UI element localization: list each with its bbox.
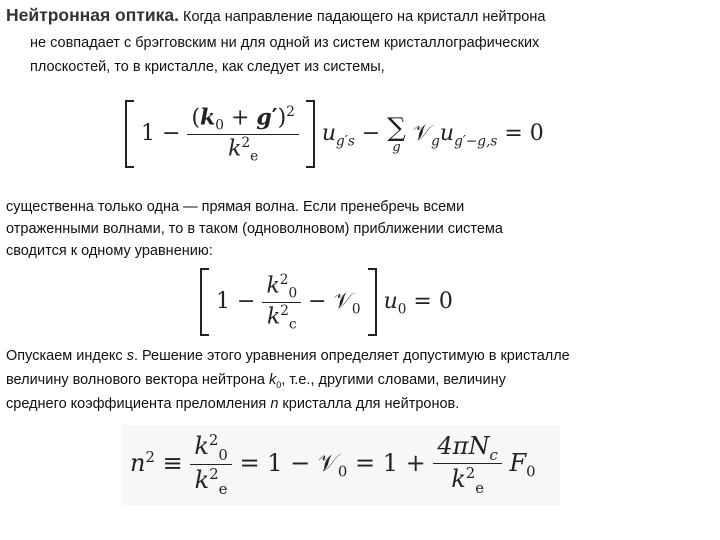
eq3-f1-num-sup: 2 bbox=[208, 431, 219, 449]
eq3-equals-1: = bbox=[239, 448, 260, 477]
eq2-num-k: k bbox=[266, 273, 280, 299]
p1-line1: Когда направление падающего на кристалл нейтрона bbox=[183, 9, 546, 25]
p2-line1: существенна только одна — прямая волна. Если пренебречь всеми bbox=[6, 199, 465, 215]
p2-line2: отраженными волнами, то в таком (одноволновом) приближении система bbox=[6, 221, 503, 237]
eq1-open-paren: ( bbox=[191, 105, 201, 131]
eq1-den-k: k bbox=[228, 135, 242, 161]
eq3-f1-den-sup: 2 bbox=[209, 464, 219, 483]
right-bracket bbox=[306, 100, 315, 168]
p3-n: n bbox=[270, 396, 279, 412]
p3-index-s: s bbox=[126, 348, 134, 364]
eq1-zero: 0 bbox=[529, 121, 544, 146]
eq3-fraction-2 bbox=[433, 432, 501, 498]
p3-k0: k bbox=[268, 372, 277, 388]
eq1-den-sup: 2 bbox=[241, 134, 251, 151]
eq1-g-prime: ′ bbox=[271, 104, 278, 131]
eq2-num-sub: 0 bbox=[288, 285, 298, 302]
eq2-minus-2: − bbox=[308, 289, 327, 314]
eq1-potential-sub: g bbox=[431, 133, 440, 150]
p3-line3 bbox=[6, 394, 459, 415]
eq2-potential-sub: 0 bbox=[351, 301, 361, 318]
eq3-f2-den-sup: 2 bbox=[465, 464, 476, 483]
eq1-sum bbox=[387, 112, 406, 155]
eq3-form-factor: F bbox=[509, 448, 527, 477]
p3-line1-b: . Решение этого уравнения определяет допустимую в кристалле bbox=[133, 348, 570, 364]
p1-line3: плоскостей, то в кристалле, как следует из системы, bbox=[30, 59, 385, 75]
eq1-num-power: 2 bbox=[286, 103, 295, 120]
eq1-k-sub: 0 bbox=[215, 117, 224, 134]
eq3-fraction-1 bbox=[190, 431, 231, 498]
equation-system-row bbox=[125, 100, 544, 168]
eq2-den-k: k bbox=[266, 303, 281, 329]
eq2-equals: = bbox=[413, 289, 432, 314]
eq3-f1-den-k: k bbox=[194, 465, 210, 494]
eq3-plus: + bbox=[405, 448, 426, 477]
eq1-plus: + bbox=[230, 105, 250, 131]
sum-index: g bbox=[392, 139, 401, 155]
eq3-minus: − bbox=[290, 448, 311, 477]
eq3-f2-num: 4πN bbox=[437, 431, 490, 460]
eq2-right-bracket bbox=[368, 268, 377, 336]
sum-sign: ∑ bbox=[387, 112, 406, 143]
left-bracket bbox=[125, 100, 134, 168]
eq1-minus: − bbox=[162, 121, 181, 146]
p3-line1-a: Опускаем индекс bbox=[6, 348, 127, 364]
p1-line2: не совпадает с брэгговским ни для одной из систем кристаллографических bbox=[30, 35, 540, 51]
eq1-fraction bbox=[187, 104, 298, 164]
eq2-minus: − bbox=[237, 289, 256, 314]
p3-line1 bbox=[6, 346, 570, 367]
eq3-f2-den-k: k bbox=[451, 465, 466, 494]
eq1-equals: = bbox=[504, 121, 523, 146]
eq1-g-vector: g bbox=[256, 104, 272, 131]
refractive-index-formula bbox=[122, 425, 560, 505]
eq2-one: 1 bbox=[216, 289, 230, 314]
eq3-form-factor-sub: 0 bbox=[526, 462, 536, 481]
single-wave-equation bbox=[200, 268, 453, 336]
eq1-potential: 𝒱 bbox=[412, 121, 432, 146]
eq1-minus-2: − bbox=[361, 121, 381, 146]
eq3-equals-2: = bbox=[354, 448, 376, 477]
eq2-potential: 𝒱 bbox=[333, 289, 352, 314]
eq1-k-vector: k bbox=[200, 104, 216, 131]
eq3-f2-num-sub: c bbox=[489, 445, 498, 464]
eq1-one: 1 bbox=[141, 121, 155, 146]
eq3-one-1: 1 bbox=[267, 448, 283, 477]
eq3-n-sup: 2 bbox=[145, 447, 155, 466]
paragraph-1 bbox=[6, 5, 716, 28]
eq3-equiv: ≡ bbox=[162, 448, 183, 477]
slide-title: Нейтронная оптика. bbox=[6, 5, 179, 25]
p3-line2 bbox=[6, 370, 506, 396]
eq1-u-sub: g′s bbox=[336, 133, 355, 150]
eq3-f2-den-sub: e bbox=[475, 479, 485, 498]
eq1-close-paren: ) bbox=[277, 105, 287, 131]
p2-line3: сводится к одному уравнению: bbox=[6, 243, 213, 259]
eq1-den-sub: e bbox=[250, 148, 259, 165]
p3-line3-a: среднего коэффициента преломления bbox=[6, 396, 271, 412]
eq3-one-2: 1 bbox=[382, 448, 399, 477]
eq3-f1-num-sub: 0 bbox=[218, 445, 228, 464]
eq2-u: u bbox=[383, 289, 398, 314]
eq3-f1-num-k: k bbox=[194, 432, 209, 460]
eq3-potential-sub: 0 bbox=[337, 462, 348, 481]
eq3-potential: 𝒱 bbox=[317, 448, 338, 477]
eq1-u2: u bbox=[439, 121, 455, 146]
p3-line2-a: величину волнового вектора нейтрона bbox=[6, 372, 269, 388]
eq1-u: u bbox=[321, 121, 337, 146]
eq2-den-sub: c bbox=[288, 316, 297, 333]
eq2-num-sup: 2 bbox=[279, 271, 289, 288]
eq2-den-sup: 2 bbox=[280, 302, 289, 319]
p3-line3-b: кристалла для нейтронов. bbox=[278, 396, 460, 412]
eq2-left-bracket bbox=[200, 268, 209, 336]
p3-line2-b: , т.е., другими словами, величину bbox=[281, 372, 506, 388]
eq2-fraction bbox=[262, 272, 301, 332]
eq1-u2-sub: g′−g,s bbox=[454, 133, 498, 150]
eq3-f1-den-sub: e bbox=[218, 479, 228, 498]
p3-k0-sub: 0 bbox=[276, 379, 282, 390]
eq2-u-sub: 0 bbox=[397, 301, 407, 318]
eq2-zero: 0 bbox=[438, 289, 453, 314]
eq3-n: n bbox=[130, 448, 146, 477]
